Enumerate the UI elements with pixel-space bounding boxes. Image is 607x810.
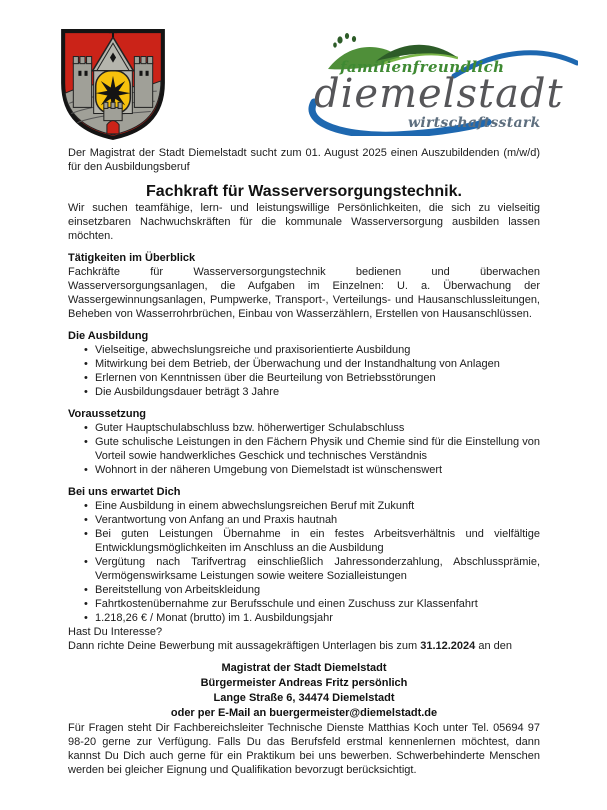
list-item: • Erlernen von Kenntnissen über die Beurteilung von Betriebsstörungen [68, 371, 540, 385]
header [0, 0, 607, 146]
diemelstadt-logo [306, 30, 578, 136]
intro-paragraph-2: Wir suchen teamfähige, lern- und leistungswillige Persönlichkeiten, die sich zu vielseitig einsetzbaren Nachwuchskräften für die kommunale Wasserversorgung ausbilden lassen möchten. [68, 202, 540, 242]
bullet-list [68, 421, 540, 477]
list-item: • Vergütung nach Tarifvertrag einschließlich Jahressonderzahlung, Abschlussprämie, Vermögenswirksame Leistungen sowie weitere Sozialleistungen [68, 555, 540, 583]
section-bei-uns-erwartet-dich [68, 485, 540, 625]
section-voraussetzung [68, 407, 540, 477]
application-instruction [68, 639, 540, 653]
list-item: • Gute schulische Leistungen in den Fächern Physik und Chemie sind für die Einstellung von Vorteil sowie handwerkliches Geschick und technisches Verständnis [68, 435, 540, 463]
list-item: • Bereitstellung von Arbeitskleidung [68, 583, 540, 597]
list-item: • Fahrtkostenübernahme zur Berufsschule und einen Zuschuss zur Klassenfahrt [68, 597, 540, 611]
section-body: Fachkräfte für Wasserversorgungstechnik bedienen und überwachen Wasserversorgungsanlagen, die Aufgaben im Einzelnen: U. a. Überwachung der Wassergewinnungsanlagen, Pumpwerke, Transport-, Verteilungs- und Hausanschlussleitungen, Beheben von Wasserrohrbrüchen, Einbau von Wasserzählern, Erstellen von Hausanschlüssen. [68, 266, 540, 320]
application-deadline: 31.12.2024 [420, 640, 476, 652]
posting-body [0, 146, 607, 777]
list-item: • Vielseitige, abwechslungsreiche und praxisorientierte Ausbildung [68, 343, 540, 357]
list-item: • Eine Ausbildung in einem abwechslungsreichen Beruf mit Zukunft [68, 499, 540, 513]
list-item: • Die Ausbildungsdauer beträgt 3 Jahre [68, 385, 540, 399]
section-heading: Voraussetzung [68, 408, 147, 420]
section-heading: Bei uns erwartet Dich [68, 486, 181, 498]
address-email: oder per E-Mail an buergermeister@diemelstadt.de [170, 707, 438, 719]
list-item: • 1.218,26 € / Monat (brutto) im 1. Ausbildungsjahr [68, 611, 540, 625]
address-recipient: Magistrat der Stadt Diemelstadt [221, 662, 387, 674]
application-instruction-suffix: an den [475, 640, 512, 652]
list-item: • Guter Hauptschulabschluss bzw. höherwertiger Schulabschluss [68, 421, 540, 435]
section-taetigkeiten [68, 251, 540, 321]
list-item: • Wohnort in der näheren Umgebung von Diemelstadt ist wünschenswert [68, 463, 540, 477]
address-mayor: Bürgermeister Andreas Fritz persönlich [200, 677, 408, 689]
bullet-list [68, 343, 540, 399]
application-address-block [68, 661, 540, 721]
bullet-list [68, 499, 540, 625]
section-ausbildung [68, 329, 540, 399]
application-instruction-text: Dann richte Deine Bewerbung mit aussagekräftigen Unterlagen bis zum [68, 640, 421, 652]
logo-brand-diemelstadt: diemelstadt [314, 71, 564, 117]
list-item: • Verantwortung von Anfang an und Praxis hautnah [68, 513, 540, 527]
address-street: Lange Straße 6, 34474 Diemelstadt [213, 692, 395, 704]
list-item: • Bei guten Leistungen Übernahme in ein festes Arbeitsverhältnis und vielfältige Entwicklungsmöglichkeiten im Anschluss an die Ausbildung [68, 527, 540, 555]
contact-note: Für Fragen steht Dir Fachbereichsleiter Technische Dienste Matthias Koch unter Tel. 05694 97 98-20 gerne zur Verfügung. Falls Du das Berufsfeld erstmal kennenlernen möchtest, dann kannst Du Dich auch gerne für ein Praktikum bei uns bewerben. Schwerbehinderte Menschen werden bei gleicher Eignung und Qualifikation bevorzugt berücksichtigt. [68, 722, 540, 776]
list-item: • Mitwirkung bei dem Betrieb, der Überwachung und der Instandhaltung von Anlagen [68, 357, 540, 371]
section-heading: Die Ausbildung [68, 330, 149, 342]
interest-question: Hast Du Interesse? [68, 626, 163, 638]
section-heading: Tätigkeiten im Überblick [68, 252, 196, 264]
job-title: Fachkraft für Wasserversorgungstechnik. [146, 183, 462, 200]
intro-paragraph: Der Magistrat der Stadt Diemelstadt sucht zum 01. August 2025 einen Auszubildenden (m/w/d) für den Ausbildungsberuf [68, 147, 540, 173]
city-coat-of-arms-icon [57, 26, 169, 142]
logo-tagline-wirtschaftsstark: wirtschaftsstark [408, 115, 541, 131]
logo-tagline-familienfreundlich: familienfreundlich [340, 58, 505, 76]
